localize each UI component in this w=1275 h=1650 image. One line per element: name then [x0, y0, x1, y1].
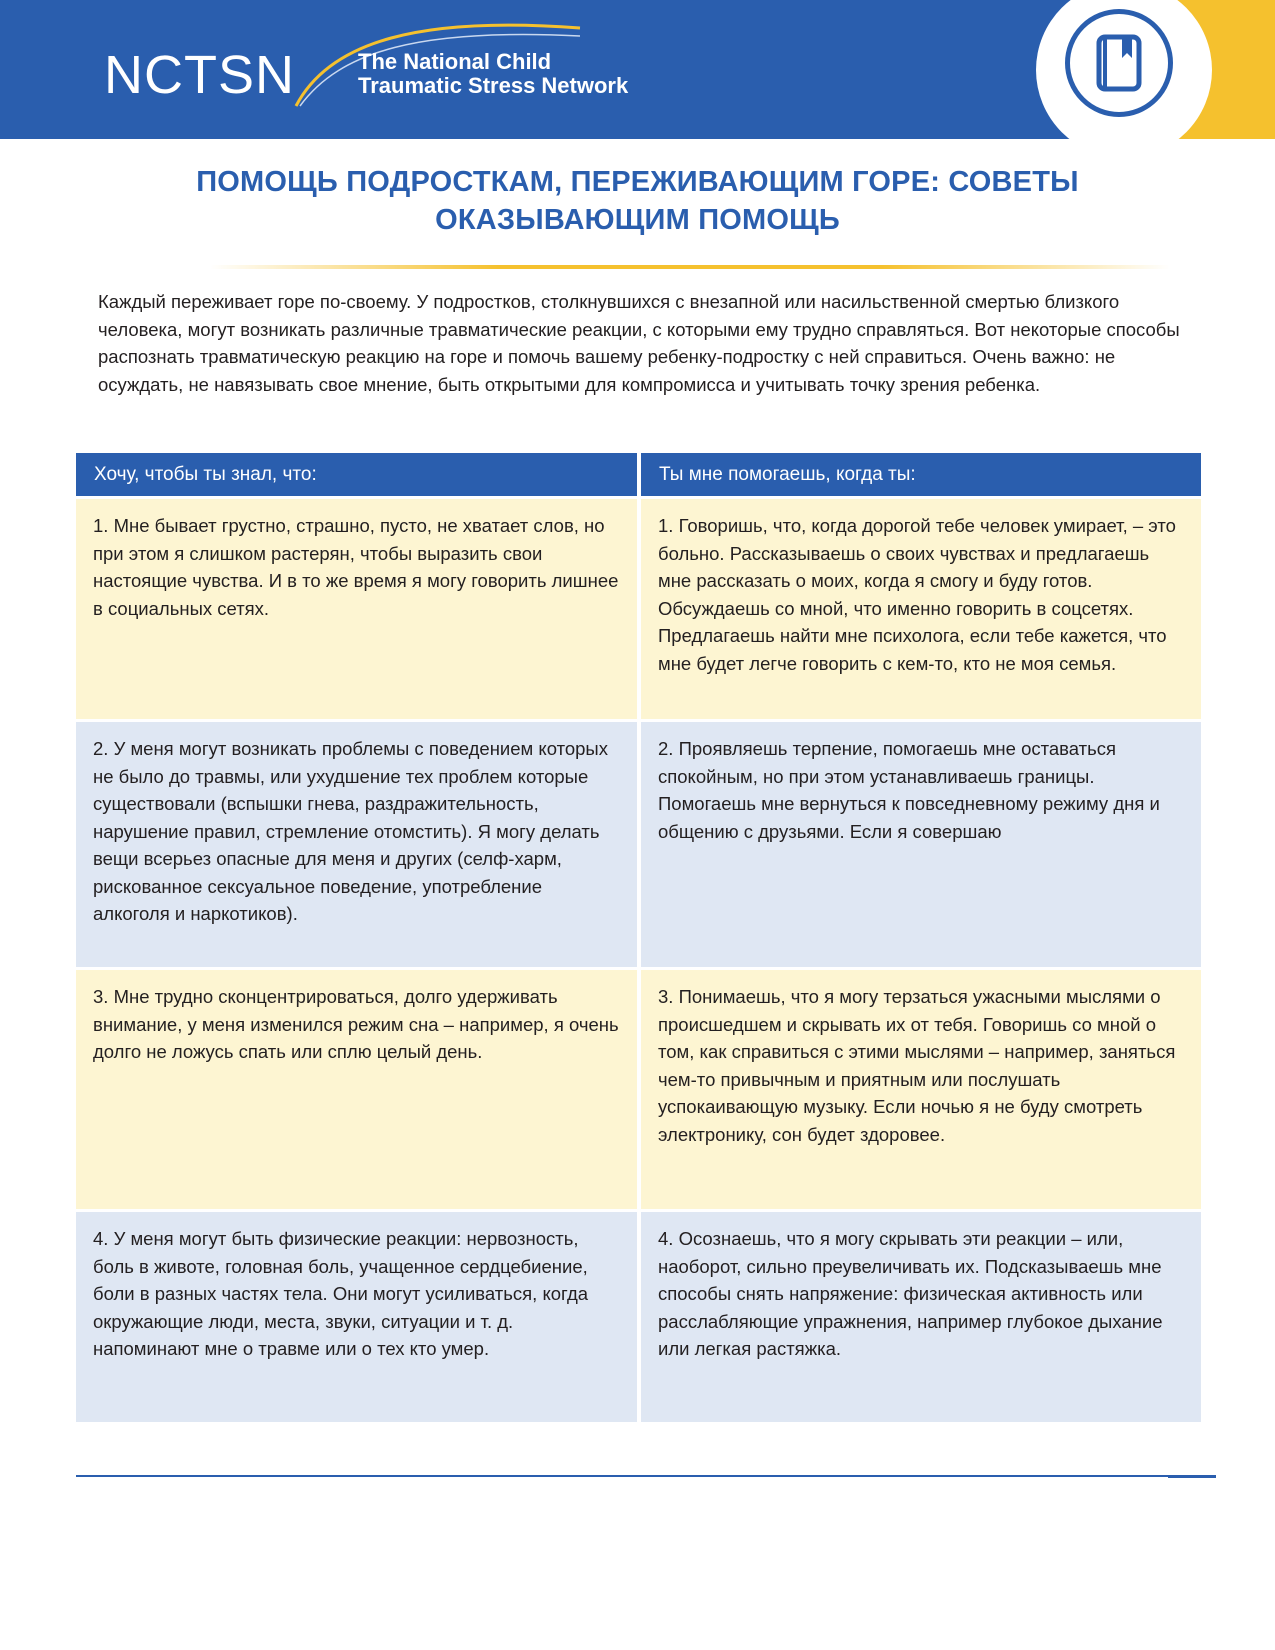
table-header — [76, 453, 1201, 496]
table-cell-right: 2. Проявляешь терпение, помогаешь мне оставаться спокойным, но при этом устанавливаешь границы. Помогаешь мне вернуться к повседневному режиму дня и общению с друзьями. Если я совершаю — [641, 722, 1201, 967]
footer-divider — [76, 1475, 1213, 1477]
page-title — [80, 163, 1195, 239]
table-cell-left: 4. У меня могут быть физические реакции: нервозность, боль в животе, головная боль, учащенное сердцебиение, боли в разных частях тела. Они могут усиливаться, когда окружающие люди, места, звуки, ситуации и т. д. напоминают мне о травме или о тех кто умер. — [76, 1212, 637, 1422]
table-cell-left: 3. Мне трудно сконцентрироваться, долго удерживать внимание, у меня изменился режим сна – например, я очень долго не ложусь спать или сплю целый день. — [76, 970, 637, 1209]
table-row — [76, 722, 1201, 967]
table-header-right: Ты мне помогаешь, когда ты: — [641, 453, 1201, 496]
table-cell-right: 4. Осознаешь, что я могу скрывать эти реакции – или, наоборот, сильно преувеличивать их. Подсказываешь мне способы снять напряжение: физическая активность или расслабляющие упражнения, например глубокое дыхание или легкая растяжка. — [641, 1212, 1201, 1422]
org-name — [358, 50, 628, 98]
tips-table — [76, 453, 1201, 1422]
title-divider — [210, 265, 1170, 269]
book-icon — [1096, 34, 1144, 92]
table-row — [76, 499, 1201, 719]
table-row — [76, 970, 1201, 1209]
table-row — [76, 1212, 1201, 1422]
table-cell-left: 2. У меня могут возникать проблемы с поведением которых не было до травмы, или ухудшение тех проблем которые существовали (вспышки гнева, раздражительность, нарушение правил, стремление отомстить). Я могу делать вещи всерьез опасные для меня и других (селф-харм, рискованное сексуальное поведение, употребление алкоголя и наркотиков). — [76, 722, 637, 967]
table-cell-right: 1. Говоришь, что, когда дорогой тебе человек умирает, – это больно. Рассказываешь о своих чувствах и предлагаешь мне рассказать о моих, когда я смогу и буду готов. Обсуждаешь со мной, что именно говорить в соцсетях. Предлагаешь найти мне психолога, если тебе кажется, что мне будет легче говорить с кем-то, кто не моя семья. — [641, 499, 1201, 719]
logo: NCTSN — [104, 45, 295, 105]
page-title-line1: ПОМОЩЬ ПОДРОСТКАМ, ПЕРЕЖИВАЮЩИМ ГОРЕ: СОВЕТЫ — [196, 166, 1079, 198]
org-name-line1: The National Child — [358, 49, 552, 74]
org-name-line2: Traumatic Stress Network — [358, 73, 629, 98]
footer-divider-accent — [1168, 1475, 1216, 1478]
intro-paragraph: Каждый переживает горе по-своему. У подростков, столкнувшихся с внезапной или насильственной смертью близкого человека, могут возникать различные травматические реакции, с которыми ему трудно справляться. Вот некоторые способы распознать травматическую реакцию на горе и помочь вашему ребенку-подростку с ней справиться. Очень важно: не осуждать, не навязывать свое мнение, быть открытыми для компромисса и учитывать точку зрения ребенка. — [98, 291, 1180, 395]
table-cell-right: 3. Понимаешь, что я могу терзаться ужасными мыслями о происшедшем и скрывать их от тебя. Говоришь со мной о том, как справиться с этими мыслями – например, заняться чем-то привычным и приятным или послушать успокаивающую музыку. Если ночью я не буду смотреть электронику, сон будет здоровее. — [641, 970, 1201, 1209]
table-cell-left: 1. Мне бывает грустно, страшно, пусто, не хватает слов, но при этом я слишком растерян, чтобы выразить свои настоящие чувства. И в то же время я могу говорить лишнее в социальных сетях. — [76, 499, 637, 719]
page-title-line2: ОКАЗЫВАЮЩИМ ПОМОЩЬ — [435, 204, 840, 236]
table-header-left: Хочу, чтобы ты знал, что: — [76, 453, 637, 496]
